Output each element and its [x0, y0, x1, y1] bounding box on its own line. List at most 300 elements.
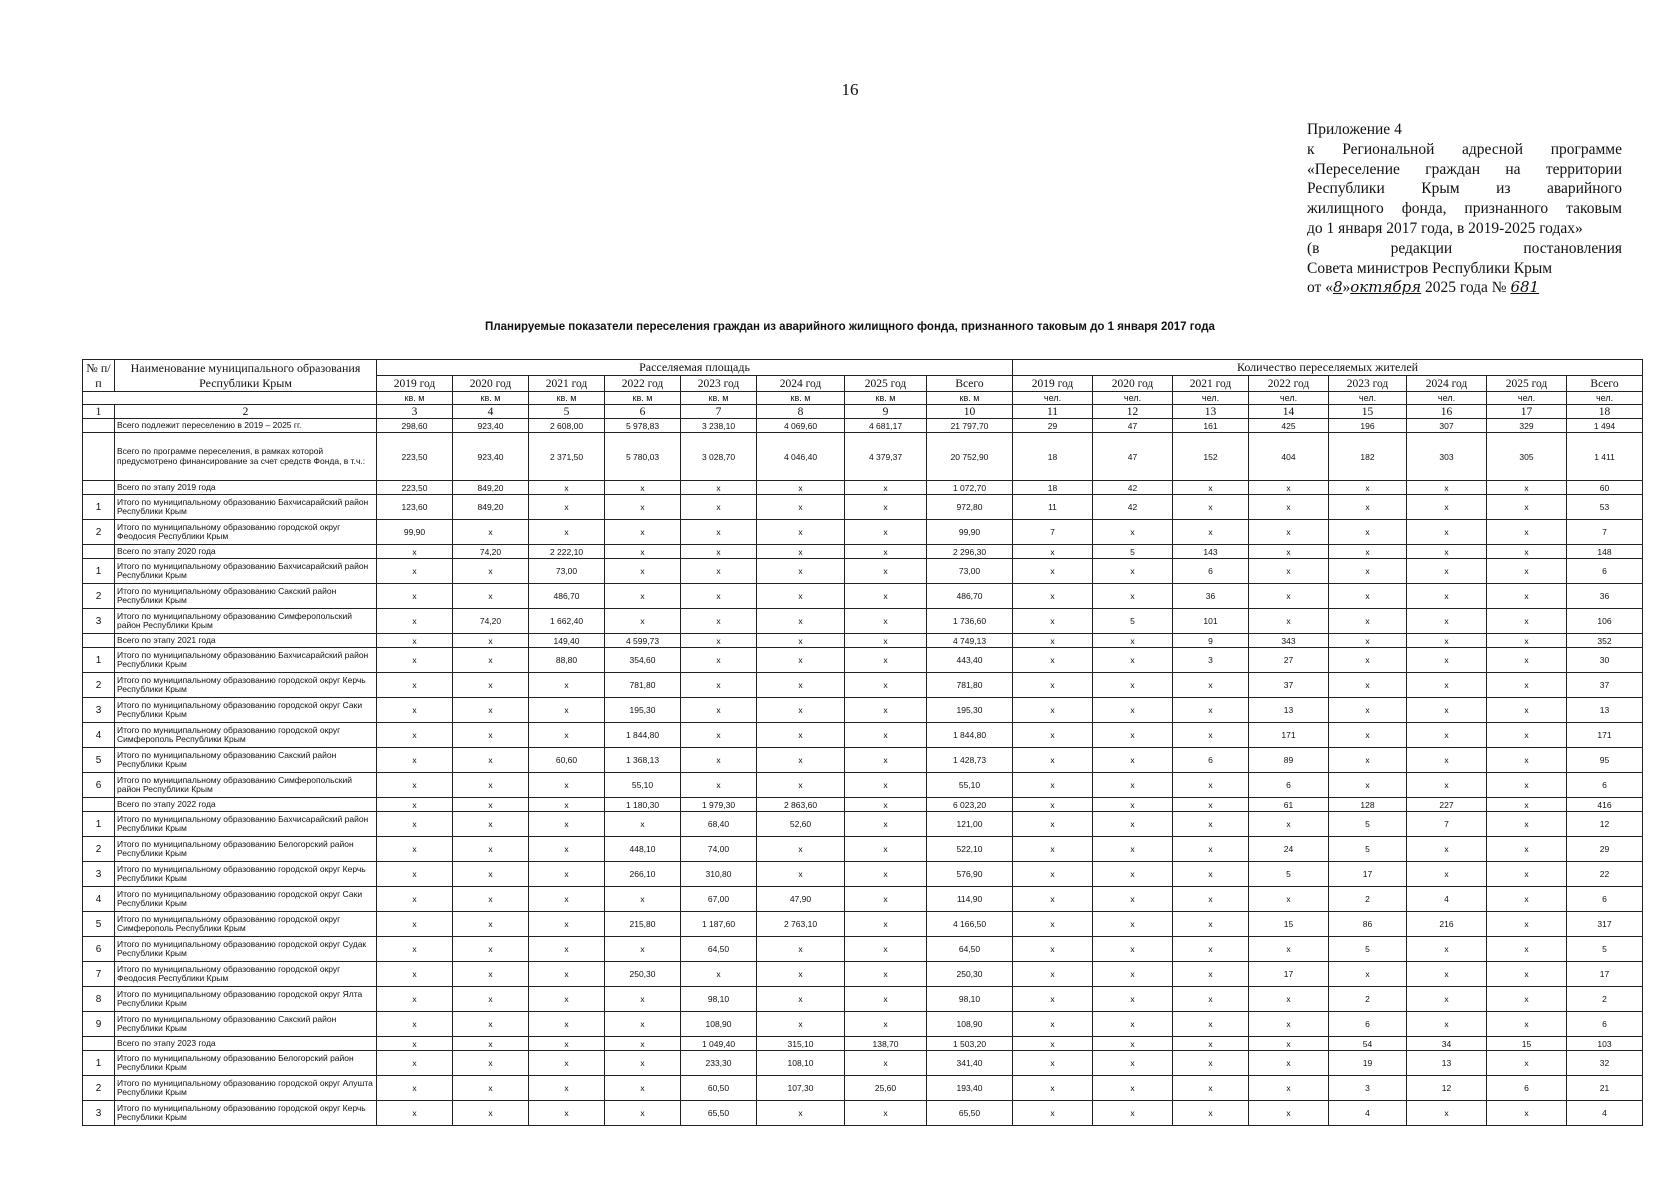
people-cell: 161 — [1173, 419, 1249, 433]
people-cell: х — [1487, 1101, 1567, 1126]
area-cell: х — [845, 545, 927, 559]
area-cell: х — [529, 1037, 605, 1051]
row-number: 5 — [83, 748, 115, 773]
people-cell: х — [1487, 634, 1567, 648]
people-cell: 1 411 — [1567, 433, 1643, 481]
municipality-row — [83, 748, 1643, 773]
municipality-row — [83, 1076, 1643, 1101]
area-cell: х — [377, 987, 453, 1012]
people-cell: 12 — [1407, 1076, 1487, 1101]
people-cell: х — [1249, 1012, 1329, 1037]
people-cell: х — [1013, 1076, 1093, 1101]
people-cell: х — [1173, 673, 1249, 698]
area-cell: 1 736,60 — [927, 609, 1013, 634]
area-cell: 315,10 — [757, 1037, 845, 1051]
people-year-header: 2019 год — [1013, 376, 1093, 392]
municipality-row — [83, 773, 1643, 798]
row-name: Всего по этапу 2023 года — [115, 1037, 377, 1051]
people-cell: 21 — [1567, 1076, 1643, 1101]
area-cell: х — [845, 609, 927, 634]
people-cell: х — [1487, 648, 1567, 673]
people-cell: х — [1173, 698, 1249, 723]
people-cell: 13 — [1249, 698, 1329, 723]
area-cell: 310,80 — [681, 862, 757, 887]
area-cell: х — [845, 481, 927, 495]
area-cell: х — [453, 634, 529, 648]
row-name: Итого по муниципальному образованию городской округ Керчь Республики Крым — [115, 673, 377, 698]
resettlement-table — [82, 359, 1643, 1126]
appendix-line: «Переселение граждан на территории — [1307, 160, 1622, 178]
municipality-row — [83, 937, 1643, 962]
area-cell: х — [757, 1101, 845, 1126]
date-prefix: от « — [1307, 279, 1333, 297]
people-cell: 19 — [1329, 1051, 1407, 1076]
handwritten-month: октября — [1350, 278, 1422, 297]
area-cell: х — [757, 609, 845, 634]
people-cell: 29 — [1013, 419, 1093, 433]
area-cell: 250,30 — [927, 962, 1013, 987]
area-cell: х — [453, 812, 529, 837]
area-cell: 1 503,20 — [927, 1037, 1013, 1051]
area-cell: х — [605, 887, 681, 912]
row-name: Итого по муниципальному образованию городской округ Ялта Республики Крым — [115, 987, 377, 1012]
people-cell: х — [1093, 723, 1173, 748]
people-cell: 60 — [1567, 481, 1643, 495]
appendix-block — [1307, 120, 1622, 298]
people-cell: х — [1249, 812, 1329, 837]
area-cell: х — [453, 673, 529, 698]
row-name: Итого по муниципальному образованию Бахчисарайский район Республики Крым — [115, 812, 377, 837]
area-cell: х — [453, 837, 529, 862]
area-cell: х — [377, 609, 453, 634]
people-cell: х — [1487, 962, 1567, 987]
area-cell: 6 023,20 — [927, 798, 1013, 812]
area-cell: 149,40 — [529, 634, 605, 648]
area-cell: х — [377, 962, 453, 987]
area-cell: 1 072,70 — [927, 481, 1013, 495]
area-cell: х — [757, 520, 845, 545]
people-cell: х — [1487, 798, 1567, 812]
area-cell: х — [529, 1076, 605, 1101]
area-cell: х — [757, 748, 845, 773]
area-cell: х — [845, 987, 927, 1012]
people-cell: х — [1487, 937, 1567, 962]
area-cell: 2 763,10 — [757, 912, 845, 937]
people-cell: х — [1407, 723, 1487, 748]
people-cell: х — [1013, 862, 1093, 887]
area-cell: 55,10 — [605, 773, 681, 798]
area-cell: х — [845, 1051, 927, 1076]
people-cell: 305 — [1487, 433, 1567, 481]
unit-header: чел. — [1249, 392, 1329, 405]
area-cell: 448,10 — [605, 837, 681, 862]
people-cell: 47 — [1093, 433, 1173, 481]
row-number: 2 — [83, 673, 115, 698]
row-name: Итого по муниципальному образованию Белогорский район Республики Крым — [115, 1051, 377, 1076]
municipality-row — [83, 862, 1643, 887]
area-cell: 123,60 — [377, 495, 453, 520]
people-cell: 36 — [1567, 584, 1643, 609]
people-cell: х — [1093, 1037, 1173, 1051]
people-cell: 3 — [1173, 648, 1249, 673]
area-cell: х — [845, 648, 927, 673]
municipality-row — [83, 837, 1643, 862]
row-name: Итого по муниципальному образованию городской округ Алушта Республики Крым — [115, 1076, 377, 1101]
area-cell: х — [757, 648, 845, 673]
area-cell: 64,50 — [681, 937, 757, 962]
people-cell: х — [1013, 798, 1093, 812]
row-name: Итого по муниципальному образованию городской округ Симферополь Республики Крым — [115, 723, 377, 748]
people-cell: 6 — [1329, 1012, 1407, 1037]
row-number — [83, 433, 115, 481]
area-cell: х — [605, 481, 681, 495]
area-cell: х — [377, 798, 453, 812]
area-cell: 108,90 — [681, 1012, 757, 1037]
area-cell: х — [453, 723, 529, 748]
column-number: 15 — [1329, 405, 1407, 419]
area-cell: 849,20 — [453, 495, 529, 520]
people-cell: 7 — [1013, 520, 1093, 545]
people-cell: 89 — [1249, 748, 1329, 773]
people-cell: 196 — [1329, 419, 1407, 433]
area-cell: х — [681, 495, 757, 520]
people-cell: х — [1329, 545, 1407, 559]
people-cell: х — [1093, 937, 1173, 962]
area-cell: х — [377, 1076, 453, 1101]
area-cell: х — [605, 559, 681, 584]
total-row — [83, 798, 1643, 812]
row-name: Итого по муниципальному образованию городской округ Феодосия Республики Крым — [115, 520, 377, 545]
area-cell: 522,10 — [927, 837, 1013, 862]
people-cell: х — [1093, 1012, 1173, 1037]
area-cell: х — [845, 634, 927, 648]
area-cell: х — [453, 887, 529, 912]
column-number: 9 — [845, 405, 927, 419]
area-cell: 98,10 — [927, 987, 1013, 1012]
people-cell: х — [1173, 862, 1249, 887]
people-cell: 4 — [1407, 887, 1487, 912]
people-cell: 4 — [1329, 1101, 1407, 1126]
area-cell: х — [845, 748, 927, 773]
municipality-row — [83, 609, 1643, 634]
area-cell: х — [453, 1101, 529, 1126]
people-cell: х — [1093, 962, 1173, 987]
area-cell: х — [605, 495, 681, 520]
area-year-header: 2021 год — [529, 376, 605, 392]
row-number: 1 — [83, 559, 115, 584]
row-name: Итого по муниципальному образованию городской округ Керчь Республики Крым — [115, 862, 377, 887]
people-cell: х — [1013, 584, 1093, 609]
date-year: 2025 года № — [1424, 279, 1507, 297]
row-number: 9 — [83, 1012, 115, 1037]
people-cell: 29 — [1567, 837, 1643, 862]
area-cell: х — [845, 798, 927, 812]
area-cell: х — [529, 673, 605, 698]
people-cell: 2 — [1567, 987, 1643, 1012]
row-number: 3 — [83, 609, 115, 634]
municipality-row — [83, 912, 1643, 937]
area-cell: 2 371,50 — [529, 433, 605, 481]
people-cell: х — [1329, 673, 1407, 698]
people-cell: х — [1173, 723, 1249, 748]
people-cell: х — [1329, 559, 1407, 584]
area-cell: х — [845, 1012, 927, 1037]
group-header-area: Расселяемая площадь — [377, 360, 1013, 376]
area-cell: 108,90 — [927, 1012, 1013, 1037]
row-number: 8 — [83, 987, 115, 1012]
people-cell: х — [1093, 1051, 1173, 1076]
people-cell: 18 — [1013, 481, 1093, 495]
people-cell: х — [1173, 798, 1249, 812]
people-cell: 86 — [1329, 912, 1407, 937]
people-cell: х — [1329, 648, 1407, 673]
people-cell: х — [1487, 987, 1567, 1012]
area-cell: х — [377, 584, 453, 609]
row-number: 1 — [83, 812, 115, 837]
area-cell: х — [453, 1037, 529, 1051]
area-cell: х — [845, 584, 927, 609]
area-cell: 223,50 — [377, 433, 453, 481]
row-name: Всего по этапу 2021 года — [115, 634, 377, 648]
people-cell: 416 — [1567, 798, 1643, 812]
area-cell: х — [453, 962, 529, 987]
area-cell: 47,90 — [757, 887, 845, 912]
unit-header: чел. — [1487, 392, 1567, 405]
people-cell: 5 — [1093, 545, 1173, 559]
people-cell: 11 — [1013, 495, 1093, 520]
people-cell: 6 — [1249, 773, 1329, 798]
area-cell: х — [377, 937, 453, 962]
appendix-line: до 1 января 2017 года, в 2019-2025 годах» — [1307, 219, 1583, 237]
area-cell: х — [453, 698, 529, 723]
area-cell: 849,20 — [453, 481, 529, 495]
people-cell: 24 — [1249, 837, 1329, 862]
row-name: Всего по программе переселения, в рамках которой предусмотрено финансирование за счет средств Фонда, в т.ч.: — [115, 433, 377, 481]
people-cell: х — [1013, 962, 1093, 987]
people-year-header: 2023 год — [1329, 376, 1407, 392]
people-cell: х — [1407, 773, 1487, 798]
row-name: Итого по муниципальному образованию городской округ Симферополь Республики Крым — [115, 912, 377, 937]
area-cell: 341,40 — [927, 1051, 1013, 1076]
people-cell: 227 — [1407, 798, 1487, 812]
people-cell: х — [1487, 748, 1567, 773]
area-cell: 1 180,30 — [605, 798, 681, 812]
people-cell: х — [1173, 987, 1249, 1012]
people-cell: х — [1173, 1012, 1249, 1037]
people-cell: х — [1173, 937, 1249, 962]
handwritten-number: 681 — [1510, 278, 1540, 297]
area-cell: 65,50 — [681, 1101, 757, 1126]
people-cell: х — [1487, 673, 1567, 698]
people-cell: х — [1329, 609, 1407, 634]
people-cell: х — [1407, 609, 1487, 634]
municipality-row — [83, 962, 1643, 987]
area-cell: х — [605, 545, 681, 559]
area-cell: 60,60 — [529, 748, 605, 773]
people-cell: х — [1487, 495, 1567, 520]
column-number: 5 — [529, 405, 605, 419]
people-cell: х — [1487, 773, 1567, 798]
unit-header: кв. м — [757, 392, 845, 405]
area-cell: х — [845, 773, 927, 798]
people-cell: х — [1013, 698, 1093, 723]
municipality-row — [83, 723, 1643, 748]
people-cell: х — [1173, 495, 1249, 520]
people-cell: 152 — [1173, 433, 1249, 481]
area-year-header: 2022 год — [605, 376, 681, 392]
area-cell: 2 296,30 — [927, 545, 1013, 559]
people-cell: х — [1249, 1076, 1329, 1101]
area-cell: х — [757, 559, 845, 584]
people-cell: 6 — [1173, 559, 1249, 584]
unit-header: чел. — [1329, 392, 1407, 405]
people-cell: х — [1329, 723, 1407, 748]
people-cell: х — [1407, 937, 1487, 962]
people-cell: х — [1249, 584, 1329, 609]
people-cell: х — [1013, 609, 1093, 634]
area-cell: 25,60 — [845, 1076, 927, 1101]
people-cell: 17 — [1567, 962, 1643, 987]
people-cell: 15 — [1249, 912, 1329, 937]
people-cell: х — [1013, 1101, 1093, 1126]
people-cell: х — [1093, 812, 1173, 837]
people-cell: 6 — [1567, 559, 1643, 584]
area-cell: х — [529, 887, 605, 912]
area-cell: х — [529, 912, 605, 937]
people-year-header: 2020 год — [1093, 376, 1173, 392]
area-cell: х — [529, 481, 605, 495]
people-cell: 6 — [1567, 887, 1643, 912]
area-cell: х — [377, 912, 453, 937]
area-cell: х — [605, 1037, 681, 1051]
people-cell: 4 — [1567, 1101, 1643, 1126]
municipality-row — [83, 887, 1643, 912]
area-cell: х — [529, 962, 605, 987]
area-cell: х — [529, 798, 605, 812]
area-cell: 121,00 — [927, 812, 1013, 837]
area-cell: 73,00 — [529, 559, 605, 584]
people-cell: 7 — [1567, 520, 1643, 545]
area-year-header: 2023 год — [681, 376, 757, 392]
area-cell: х — [757, 1012, 845, 1037]
area-cell: 215,80 — [605, 912, 681, 937]
area-cell: х — [453, 748, 529, 773]
area-cell: х — [377, 723, 453, 748]
area-cell: х — [757, 862, 845, 887]
area-cell: 98,10 — [681, 987, 757, 1012]
area-cell: х — [757, 837, 845, 862]
area-cell: 972,80 — [927, 495, 1013, 520]
people-cell: х — [1013, 673, 1093, 698]
area-cell: х — [453, 912, 529, 937]
people-cell: х — [1093, 912, 1173, 937]
people-cell: 15 — [1487, 1037, 1567, 1051]
people-cell: х — [1173, 773, 1249, 798]
people-cell: 3 — [1329, 1076, 1407, 1101]
people-cell: 32 — [1567, 1051, 1643, 1076]
people-cell: х — [1093, 698, 1173, 723]
people-cell: х — [1249, 887, 1329, 912]
area-cell: 67,00 — [681, 887, 757, 912]
area-cell: 108,10 — [757, 1051, 845, 1076]
area-cell: х — [529, 1012, 605, 1037]
area-cell: х — [453, 937, 529, 962]
people-cell: х — [1093, 748, 1173, 773]
row-number: 3 — [83, 698, 115, 723]
total-row — [83, 545, 1643, 559]
area-year-header: 2024 год — [757, 376, 845, 392]
area-cell: 4 599,73 — [605, 634, 681, 648]
people-cell: х — [1249, 520, 1329, 545]
row-name: Итого по муниципальному образованию городской округ Керчь Республики Крым — [115, 1101, 377, 1126]
people-cell: х — [1487, 545, 1567, 559]
people-cell: х — [1249, 609, 1329, 634]
people-cell: х — [1249, 937, 1329, 962]
row-number — [83, 1037, 115, 1051]
area-cell: 99,90 — [377, 520, 453, 545]
people-cell: х — [1487, 837, 1567, 862]
row-number: 3 — [83, 1101, 115, 1126]
people-cell: 18 — [1013, 433, 1093, 481]
area-cell: х — [529, 1101, 605, 1126]
area-cell: х — [605, 520, 681, 545]
column-number: 4 — [453, 405, 529, 419]
area-cell: х — [757, 481, 845, 495]
area-cell: 99,90 — [927, 520, 1013, 545]
area-cell: 1 844,80 — [927, 723, 1013, 748]
column-number: 3 — [377, 405, 453, 419]
people-cell: 317 — [1567, 912, 1643, 937]
people-cell: 5 — [1567, 937, 1643, 962]
area-year-header: Всего — [927, 376, 1013, 392]
area-cell: х — [377, 634, 453, 648]
area-cell: 195,30 — [605, 698, 681, 723]
area-cell: х — [845, 962, 927, 987]
people-cell: х — [1407, 648, 1487, 673]
area-cell: х — [377, 545, 453, 559]
people-cell: х — [1407, 481, 1487, 495]
row-number: 2 — [83, 584, 115, 609]
area-cell: х — [845, 723, 927, 748]
people-cell: х — [1249, 987, 1329, 1012]
column-number: 12 — [1093, 405, 1173, 419]
area-cell: 1 187,60 — [681, 912, 757, 937]
row-name: Всего по этапу 2019 года — [115, 481, 377, 495]
area-cell: х — [453, 1076, 529, 1101]
area-cell: 1 368,13 — [605, 748, 681, 773]
people-cell: 216 — [1407, 912, 1487, 937]
people-cell: х — [1013, 812, 1093, 837]
column-number: 11 — [1013, 405, 1093, 419]
row-number: 7 — [83, 962, 115, 987]
area-cell: х — [529, 937, 605, 962]
people-cell: х — [1093, 673, 1173, 698]
area-cell: 4 166,50 — [927, 912, 1013, 937]
people-cell: х — [1487, 812, 1567, 837]
people-cell: 6 — [1173, 748, 1249, 773]
area-cell: х — [605, 812, 681, 837]
people-cell: х — [1093, 862, 1173, 887]
area-cell: 60,50 — [681, 1076, 757, 1101]
people-year-header: 2024 год — [1407, 376, 1487, 392]
row-name: Итого по муниципальному образованию Сакский район Республики Крым — [115, 1012, 377, 1037]
column-number: 7 — [681, 405, 757, 419]
appendix-date-line — [1307, 278, 1622, 298]
row-number: 2 — [83, 1076, 115, 1101]
unit-header: кв. м — [681, 392, 757, 405]
row-number — [83, 419, 115, 433]
area-cell: х — [845, 887, 927, 912]
